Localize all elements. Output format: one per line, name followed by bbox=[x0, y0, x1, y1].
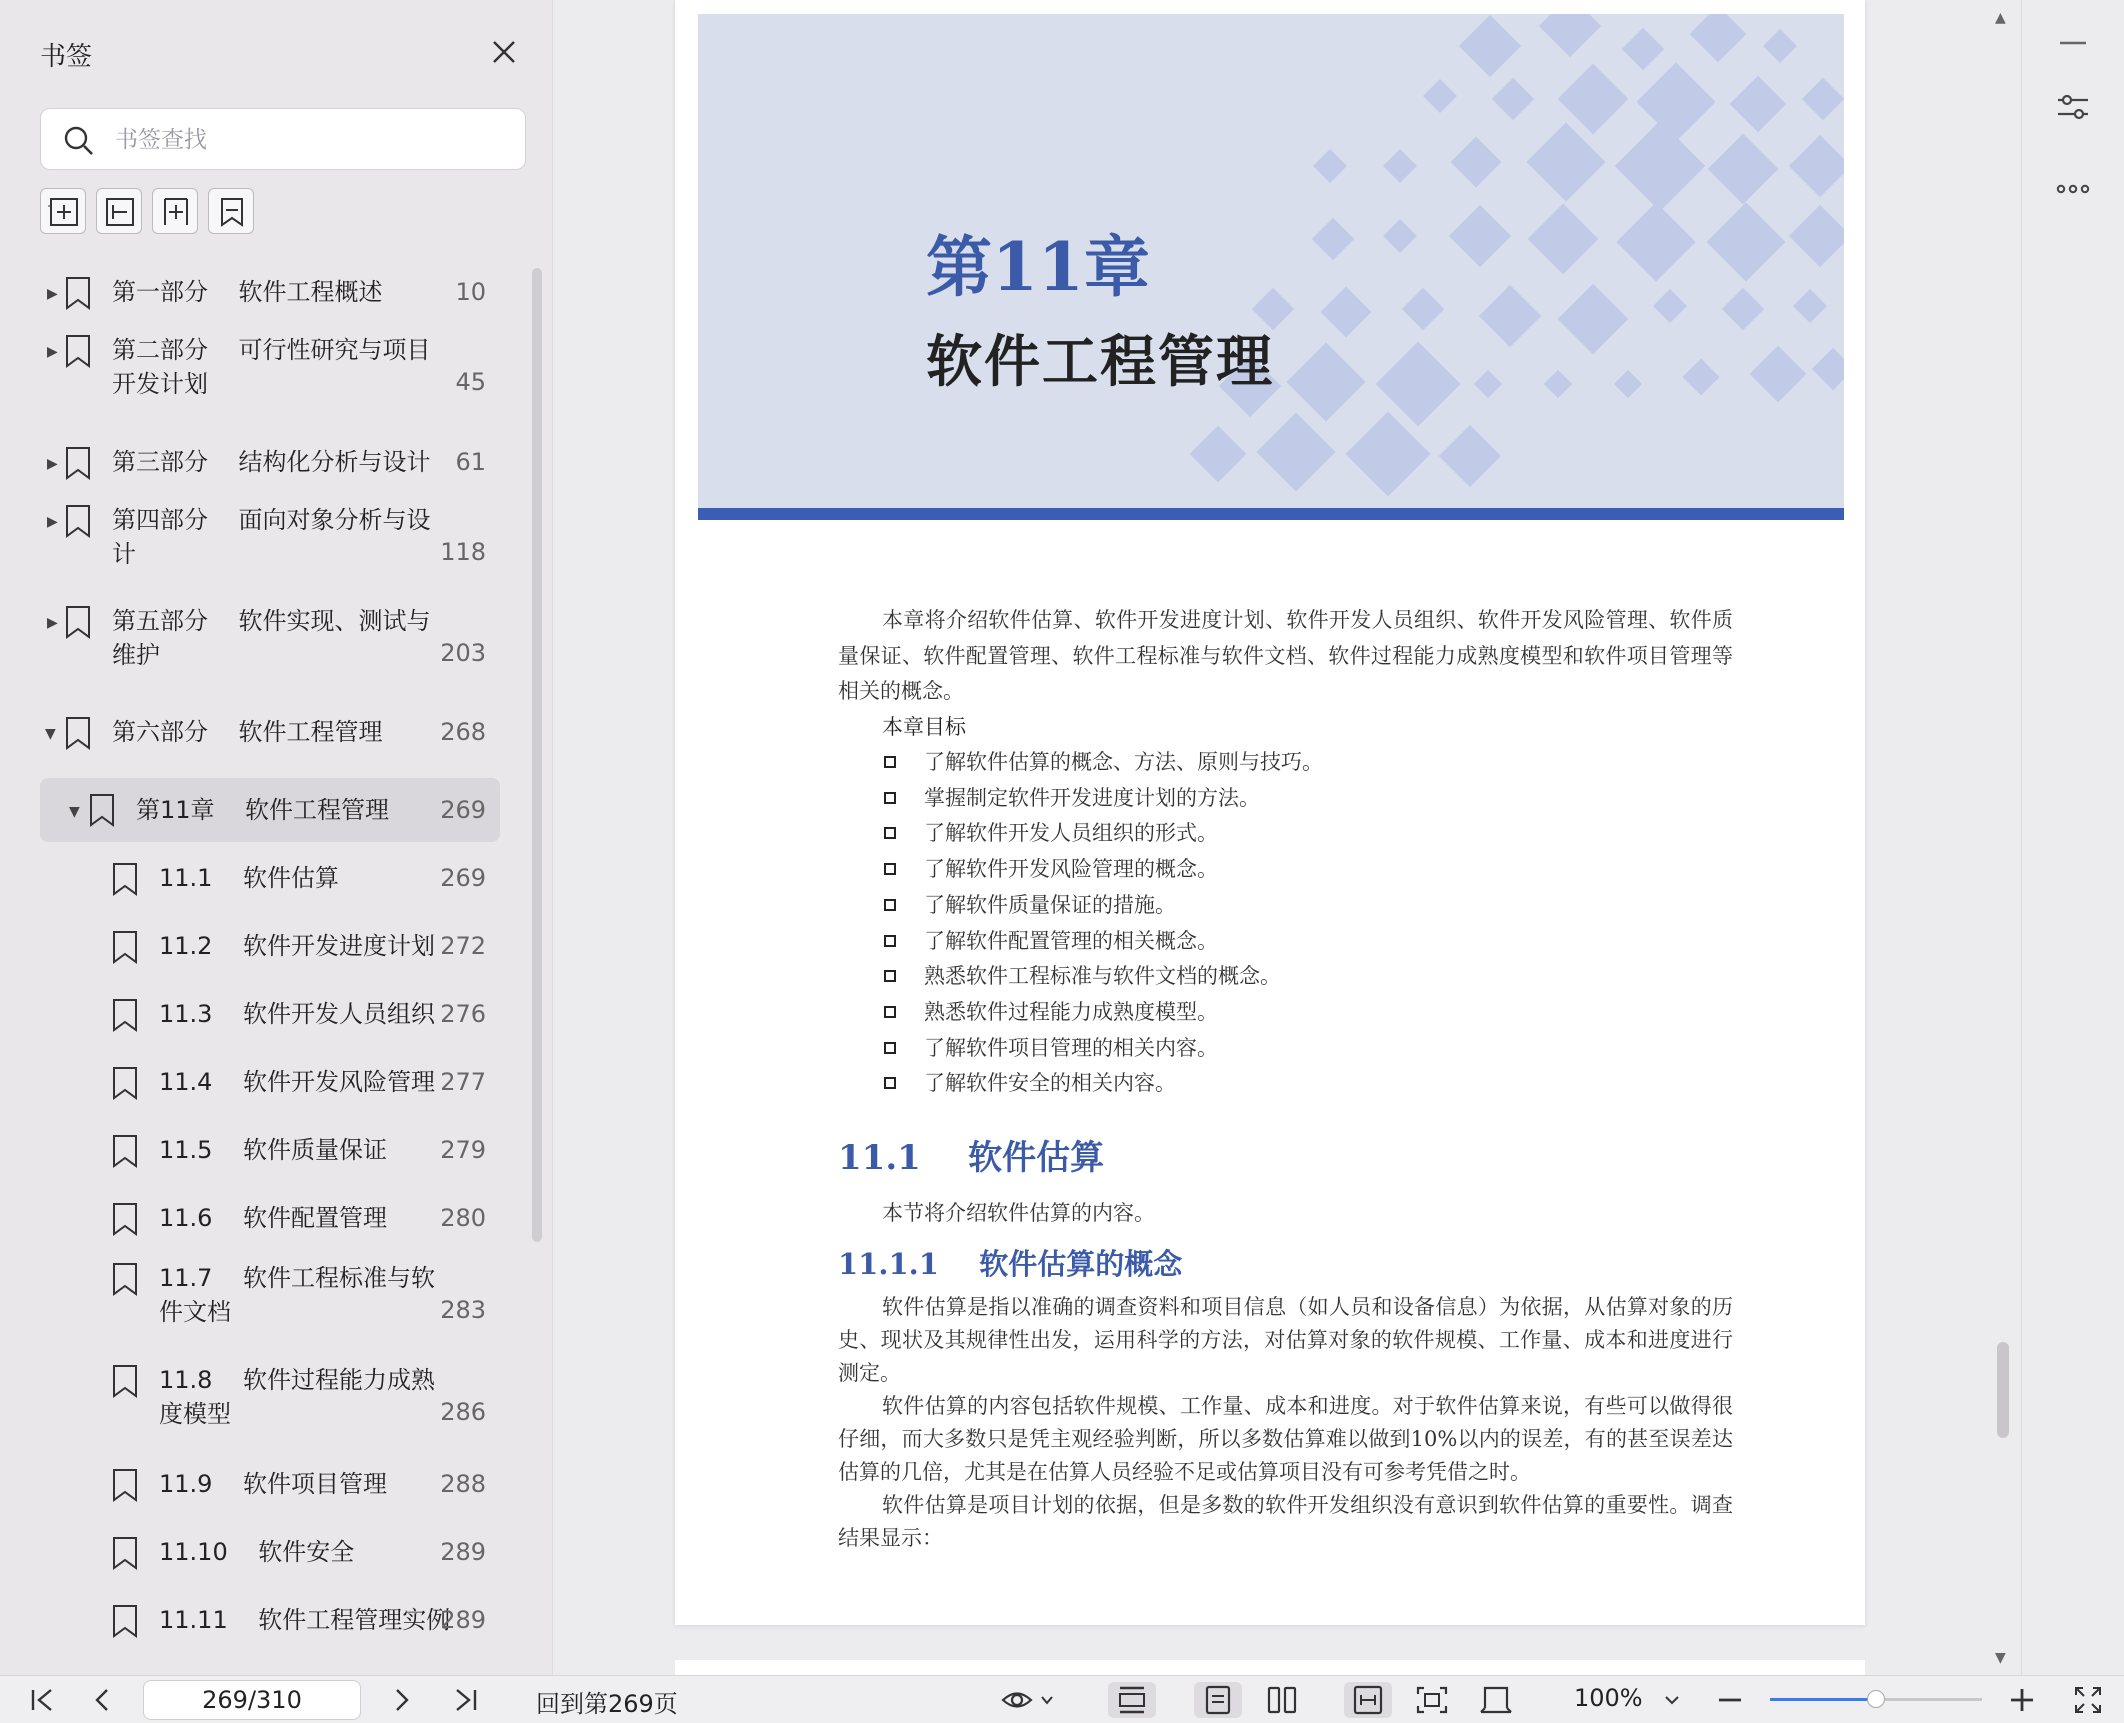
bookmark-button[interactable] bbox=[208, 188, 254, 234]
bookmark-item[interactable] bbox=[40, 500, 500, 586]
collapse-all-icon bbox=[104, 196, 136, 228]
body-paragraph: 软件估算是指以准确的调查资料和项目信息（如人员和设备信息）为依据，从估算对象的历史、现状及其规律性出发，运用科学的方法，对估算对象的软件规模、工作量、成本和进度进行测定。 bbox=[838, 1295, 1733, 1386]
bookmark-page: 289 bbox=[440, 1538, 486, 1566]
fit-width-button[interactable] bbox=[1344, 1682, 1392, 1718]
objective-item: 了解软件开发风险管理的概念。 bbox=[882, 852, 1733, 888]
objective-item: 了解软件开发人员组织的形式。 bbox=[882, 816, 1733, 852]
back-to-page-link[interactable]: 回到第269页 bbox=[536, 1690, 678, 1718]
bookmark-item[interactable] bbox=[40, 1254, 500, 1344]
objective-item: 了解软件质量保证的措施。 bbox=[882, 888, 1733, 924]
single-page-icon bbox=[1194, 1682, 1242, 1718]
sliders-icon bbox=[2052, 86, 2094, 128]
bookmark-icon bbox=[89, 793, 115, 827]
bookmark-page: 269 bbox=[440, 864, 486, 892]
expand-all-icon bbox=[48, 196, 80, 228]
bookmark-icon bbox=[112, 1134, 138, 1168]
continuous-scroll-icon bbox=[1108, 1682, 1156, 1718]
bookmark-page: 269 bbox=[440, 796, 486, 824]
bookmark-search-input[interactable] bbox=[113, 119, 507, 161]
bookmark-icon bbox=[112, 1202, 138, 1236]
bookmark-item[interactable] bbox=[40, 1452, 500, 1516]
section-heading: 11.1 软件估算 bbox=[838, 1138, 1105, 1179]
single-page-button[interactable] bbox=[1194, 1682, 1242, 1718]
bookmark-label: 11.6 软件配置管理 bbox=[159, 1204, 387, 1232]
next-page-button[interactable] bbox=[384, 1682, 420, 1718]
objective-item: 掌握制定软件开发进度计划的方法。 bbox=[882, 781, 1733, 817]
bookmark-label: 第11章 软件工程管理 bbox=[136, 796, 390, 824]
collapse-caret-icon[interactable]: ▼ bbox=[69, 804, 80, 820]
zoom-slider-fill bbox=[1770, 1698, 1876, 1701]
right-toolbar bbox=[2021, 0, 2124, 1675]
expand-caret-icon[interactable]: ▶ bbox=[47, 344, 58, 360]
last-page-button[interactable] bbox=[448, 1682, 484, 1718]
more-options-button[interactable] bbox=[2052, 168, 2094, 210]
fullscreen-icon bbox=[2070, 1682, 2106, 1718]
document-viewport[interactable] bbox=[553, 0, 2020, 1675]
bookmark-page: 289 bbox=[440, 1606, 486, 1634]
bookmark-icon bbox=[112, 998, 138, 1032]
bookmark-search[interactable] bbox=[40, 108, 526, 170]
objective-item: 了解软件配置管理的相关概念。 bbox=[882, 924, 1733, 960]
bookmark-label: 11.11 软件工程管理实例 bbox=[159, 1606, 451, 1634]
bookmark-label: 11.8 软件过程能力成熟 度模型 bbox=[159, 1366, 435, 1428]
objective-item: 熟悉软件工程标准与软件文档的概念。 bbox=[882, 959, 1733, 995]
bookmark-item[interactable] bbox=[40, 330, 500, 416]
objectives-heading: 本章目标 bbox=[882, 714, 966, 739]
bookmark-item-selected[interactable] bbox=[40, 778, 500, 842]
bookmark-label: 第三部分 结构化分析与设计 bbox=[112, 448, 431, 476]
fit-width-icon bbox=[1344, 1682, 1392, 1718]
bookmark-label: 11.7 软件工程标准与软 件文档 bbox=[159, 1264, 435, 1326]
bookmark-page: 288 bbox=[440, 1470, 486, 1498]
bookmark-icon bbox=[112, 1604, 138, 1638]
minus-icon bbox=[2052, 22, 2094, 64]
bookmark-icon bbox=[65, 504, 91, 538]
scroll-down-arrow-icon[interactable]: ▼ bbox=[1995, 1650, 2006, 1666]
document-scrollbar-thumb[interactable] bbox=[1997, 1342, 2009, 1438]
bookmark-item[interactable] bbox=[40, 1118, 500, 1182]
bookmark-item[interactable] bbox=[40, 846, 500, 910]
minimize-panel-button[interactable] bbox=[2052, 22, 2094, 64]
expand-caret-icon[interactable]: ▶ bbox=[47, 286, 58, 302]
bookmark-icon bbox=[112, 1262, 138, 1296]
chapter-banner bbox=[698, 14, 1844, 514]
bookmark-icon bbox=[112, 930, 138, 964]
zoom-out-button[interactable] bbox=[1712, 1682, 1748, 1718]
fit-page-button[interactable] bbox=[1408, 1682, 1456, 1718]
bookmark-page: 283 bbox=[440, 1296, 486, 1324]
bottom-toolbar bbox=[0, 1675, 2124, 1723]
bookmark-icon bbox=[65, 446, 91, 480]
bookmark-page: 10 bbox=[455, 278, 486, 306]
minus-icon bbox=[1712, 1682, 1748, 1718]
bookmark-label: 11.5 软件质量保证 bbox=[159, 1136, 387, 1164]
zoom-in-button[interactable] bbox=[2004, 1682, 2040, 1718]
objective-item: 了解软件安全的相关内容。 bbox=[882, 1066, 1733, 1102]
chevron-right-icon bbox=[384, 1682, 420, 1718]
objective-item: 了解软件估算的概念、方法、原则与技巧。 bbox=[882, 745, 1733, 781]
bookmark-page: 286 bbox=[440, 1398, 486, 1426]
bookmark-label: 11.1 软件估算 bbox=[159, 864, 339, 892]
chevron-down-icon bbox=[1660, 1682, 1684, 1718]
document-body bbox=[838, 603, 1733, 1555]
bookmark-item[interactable] bbox=[40, 914, 500, 978]
bookmark-page: 276 bbox=[440, 1000, 486, 1028]
bookmark-label: 11.10 软件安全 bbox=[159, 1538, 355, 1566]
last-page-icon bbox=[448, 1682, 484, 1718]
bookmark-label: 第二部分 可行性研究与项目 开发计划 bbox=[112, 336, 431, 398]
bookmark-label: 11.2 软件开发进度计划 bbox=[159, 932, 435, 960]
bookmark-icon bbox=[216, 196, 248, 228]
bookmark-icon bbox=[65, 276, 91, 310]
bookmark-item[interactable] bbox=[40, 432, 500, 492]
expand-caret-icon[interactable]: ▶ bbox=[47, 615, 58, 631]
bookmark-label: 11.9 软件项目管理 bbox=[159, 1470, 387, 1498]
actual-size-icon bbox=[1472, 1682, 1520, 1718]
chapter-number: 第11章 bbox=[926, 228, 1150, 306]
two-page-icon bbox=[1258, 1682, 1306, 1718]
zoom-slider[interactable] bbox=[1770, 1698, 1982, 1701]
add-bookmark-button[interactable] bbox=[152, 188, 198, 234]
objective-item: 熟悉软件过程能力成熟度模型。 bbox=[882, 995, 1733, 1031]
bookmark-icon bbox=[65, 605, 91, 639]
bookmark-item[interactable] bbox=[40, 601, 500, 687]
bookmark-item[interactable] bbox=[40, 982, 500, 1046]
body-paragraph: 软件估算是项目计划的依据，但是多数的软件开发组织没有意识到软件估算的重要性。调查结果显示： bbox=[838, 1493, 1733, 1551]
bookmark-item[interactable] bbox=[40, 1356, 500, 1446]
document-page bbox=[675, 0, 1865, 1625]
eye-icon bbox=[1000, 1682, 1062, 1718]
bookmark-icon bbox=[65, 334, 91, 368]
bookmark-item[interactable] bbox=[40, 1520, 500, 1584]
bookmark-page: 277 bbox=[440, 1068, 486, 1096]
subsection-heading: 11.1.1 软件估算的概念 bbox=[838, 1247, 1183, 1282]
bookmark-icon bbox=[112, 1364, 138, 1398]
bookmark-label: 11.4 软件开发风险管理 bbox=[159, 1068, 435, 1096]
collapse-caret-icon[interactable]: ▼ bbox=[45, 726, 56, 742]
bookmark-page: 279 bbox=[440, 1136, 486, 1164]
bookmark-icon bbox=[65, 716, 91, 750]
zoom-dropdown-chevron[interactable] bbox=[1660, 1682, 1684, 1718]
bookmark-icon bbox=[112, 1066, 138, 1100]
page-number-input[interactable]: 269/310 bbox=[143, 1680, 361, 1720]
bookmark-page: 61 bbox=[455, 448, 486, 476]
diamond-pattern bbox=[698, 14, 1844, 514]
actual-size-button[interactable] bbox=[1472, 1682, 1520, 1718]
banner-rule bbox=[698, 508, 1844, 520]
more-icon bbox=[2052, 168, 2094, 210]
bookmark-label: 第五部分 软件实现、测试与 维护 bbox=[112, 607, 431, 669]
bookmark-item[interactable] bbox=[40, 702, 500, 762]
bookmark-label: 第六部分 软件工程管理 bbox=[112, 718, 383, 746]
bookmark-item[interactable] bbox=[40, 1050, 500, 1114]
bookmark-label: 11.3 软件开发人员组织 bbox=[159, 1000, 435, 1028]
bookmark-item[interactable] bbox=[40, 262, 500, 322]
scroll-up-arrow-icon[interactable]: ▲ bbox=[1995, 10, 2006, 26]
close-sidebar-button[interactable] bbox=[486, 34, 522, 70]
bookmark-page: 45 bbox=[455, 368, 486, 396]
bookmark-item[interactable] bbox=[40, 1186, 500, 1250]
expand-all-button[interactable] bbox=[40, 188, 86, 234]
adjust-settings-button[interactable] bbox=[2052, 86, 2094, 128]
bookmark-icon bbox=[112, 862, 138, 896]
next-page-sheet bbox=[675, 1660, 1865, 1675]
search-icon bbox=[63, 125, 95, 157]
bookmark-label: 第一部分 软件工程概述 bbox=[112, 278, 383, 306]
body-paragraph: 软件估算的内容包括软件规模、工作量、成本和进度。对于软件估算来说，有些可以做得很仔细，而大多数只是凭主观经验判断，所以多数估算难以做到10%以内的误差，有的甚至误差达估算的几倍，尤其是在估算人员经验不足或估算项目没有可参考凭借之时。 bbox=[838, 1394, 1733, 1485]
view-mode-dropdown[interactable] bbox=[1000, 1682, 1062, 1718]
chapter-title: 软件工程管理 bbox=[926, 329, 1274, 395]
expand-caret-icon[interactable]: ▶ bbox=[47, 456, 58, 472]
bookmark-icon bbox=[112, 1536, 138, 1570]
bookmark-icon bbox=[112, 1468, 138, 1502]
bookmark-page: 268 bbox=[440, 718, 486, 746]
first-page-icon bbox=[24, 1682, 60, 1718]
sidebar-title: 书签 bbox=[40, 42, 93, 72]
continuous-scroll-button[interactable] bbox=[1108, 1682, 1156, 1718]
sidebar-scrollbar[interactable] bbox=[532, 268, 542, 1242]
zoom-slider-knob[interactable] bbox=[1867, 1690, 1885, 1708]
close-icon bbox=[486, 34, 522, 70]
fullscreen-button[interactable] bbox=[2070, 1682, 2106, 1718]
plus-icon bbox=[2004, 1682, 2040, 1718]
objective-item: 了解软件项目管理的相关内容。 bbox=[882, 1031, 1733, 1067]
bookmark-page: 203 bbox=[440, 639, 486, 667]
section-intro: 本节将介绍软件估算的内容。 bbox=[882, 1201, 1155, 1226]
fit-page-icon bbox=[1408, 1682, 1456, 1718]
bookmark-page: 272 bbox=[440, 932, 486, 960]
chapter-intro: 本章将介绍软件估算、软件开发进度计划、软件开发人员组织、软件开发风险管理、软件质量保证、软件配置管理、软件工程标准与软件文档、软件过程能力成熟度模型和软件项目管理等相关的概念。 bbox=[838, 608, 1733, 703]
first-page-button[interactable] bbox=[24, 1682, 60, 1718]
add-bookmark-icon bbox=[160, 196, 192, 228]
bookmark-page: 118 bbox=[440, 538, 486, 566]
bookmark-item[interactable] bbox=[40, 1588, 500, 1652]
bookmark-sidebar bbox=[0, 0, 553, 1675]
collapse-all-button[interactable] bbox=[96, 188, 142, 234]
previous-page-button[interactable] bbox=[84, 1682, 120, 1718]
bookmark-page: 280 bbox=[440, 1204, 486, 1232]
bookmark-label: 第四部分 面向对象分析与设 计 bbox=[112, 506, 431, 568]
expand-caret-icon[interactable]: ▶ bbox=[47, 514, 58, 530]
zoom-level-dropdown[interactable]: 100% bbox=[1574, 1684, 1643, 1712]
chevron-left-icon bbox=[84, 1682, 120, 1718]
two-page-button[interactable] bbox=[1258, 1682, 1306, 1718]
